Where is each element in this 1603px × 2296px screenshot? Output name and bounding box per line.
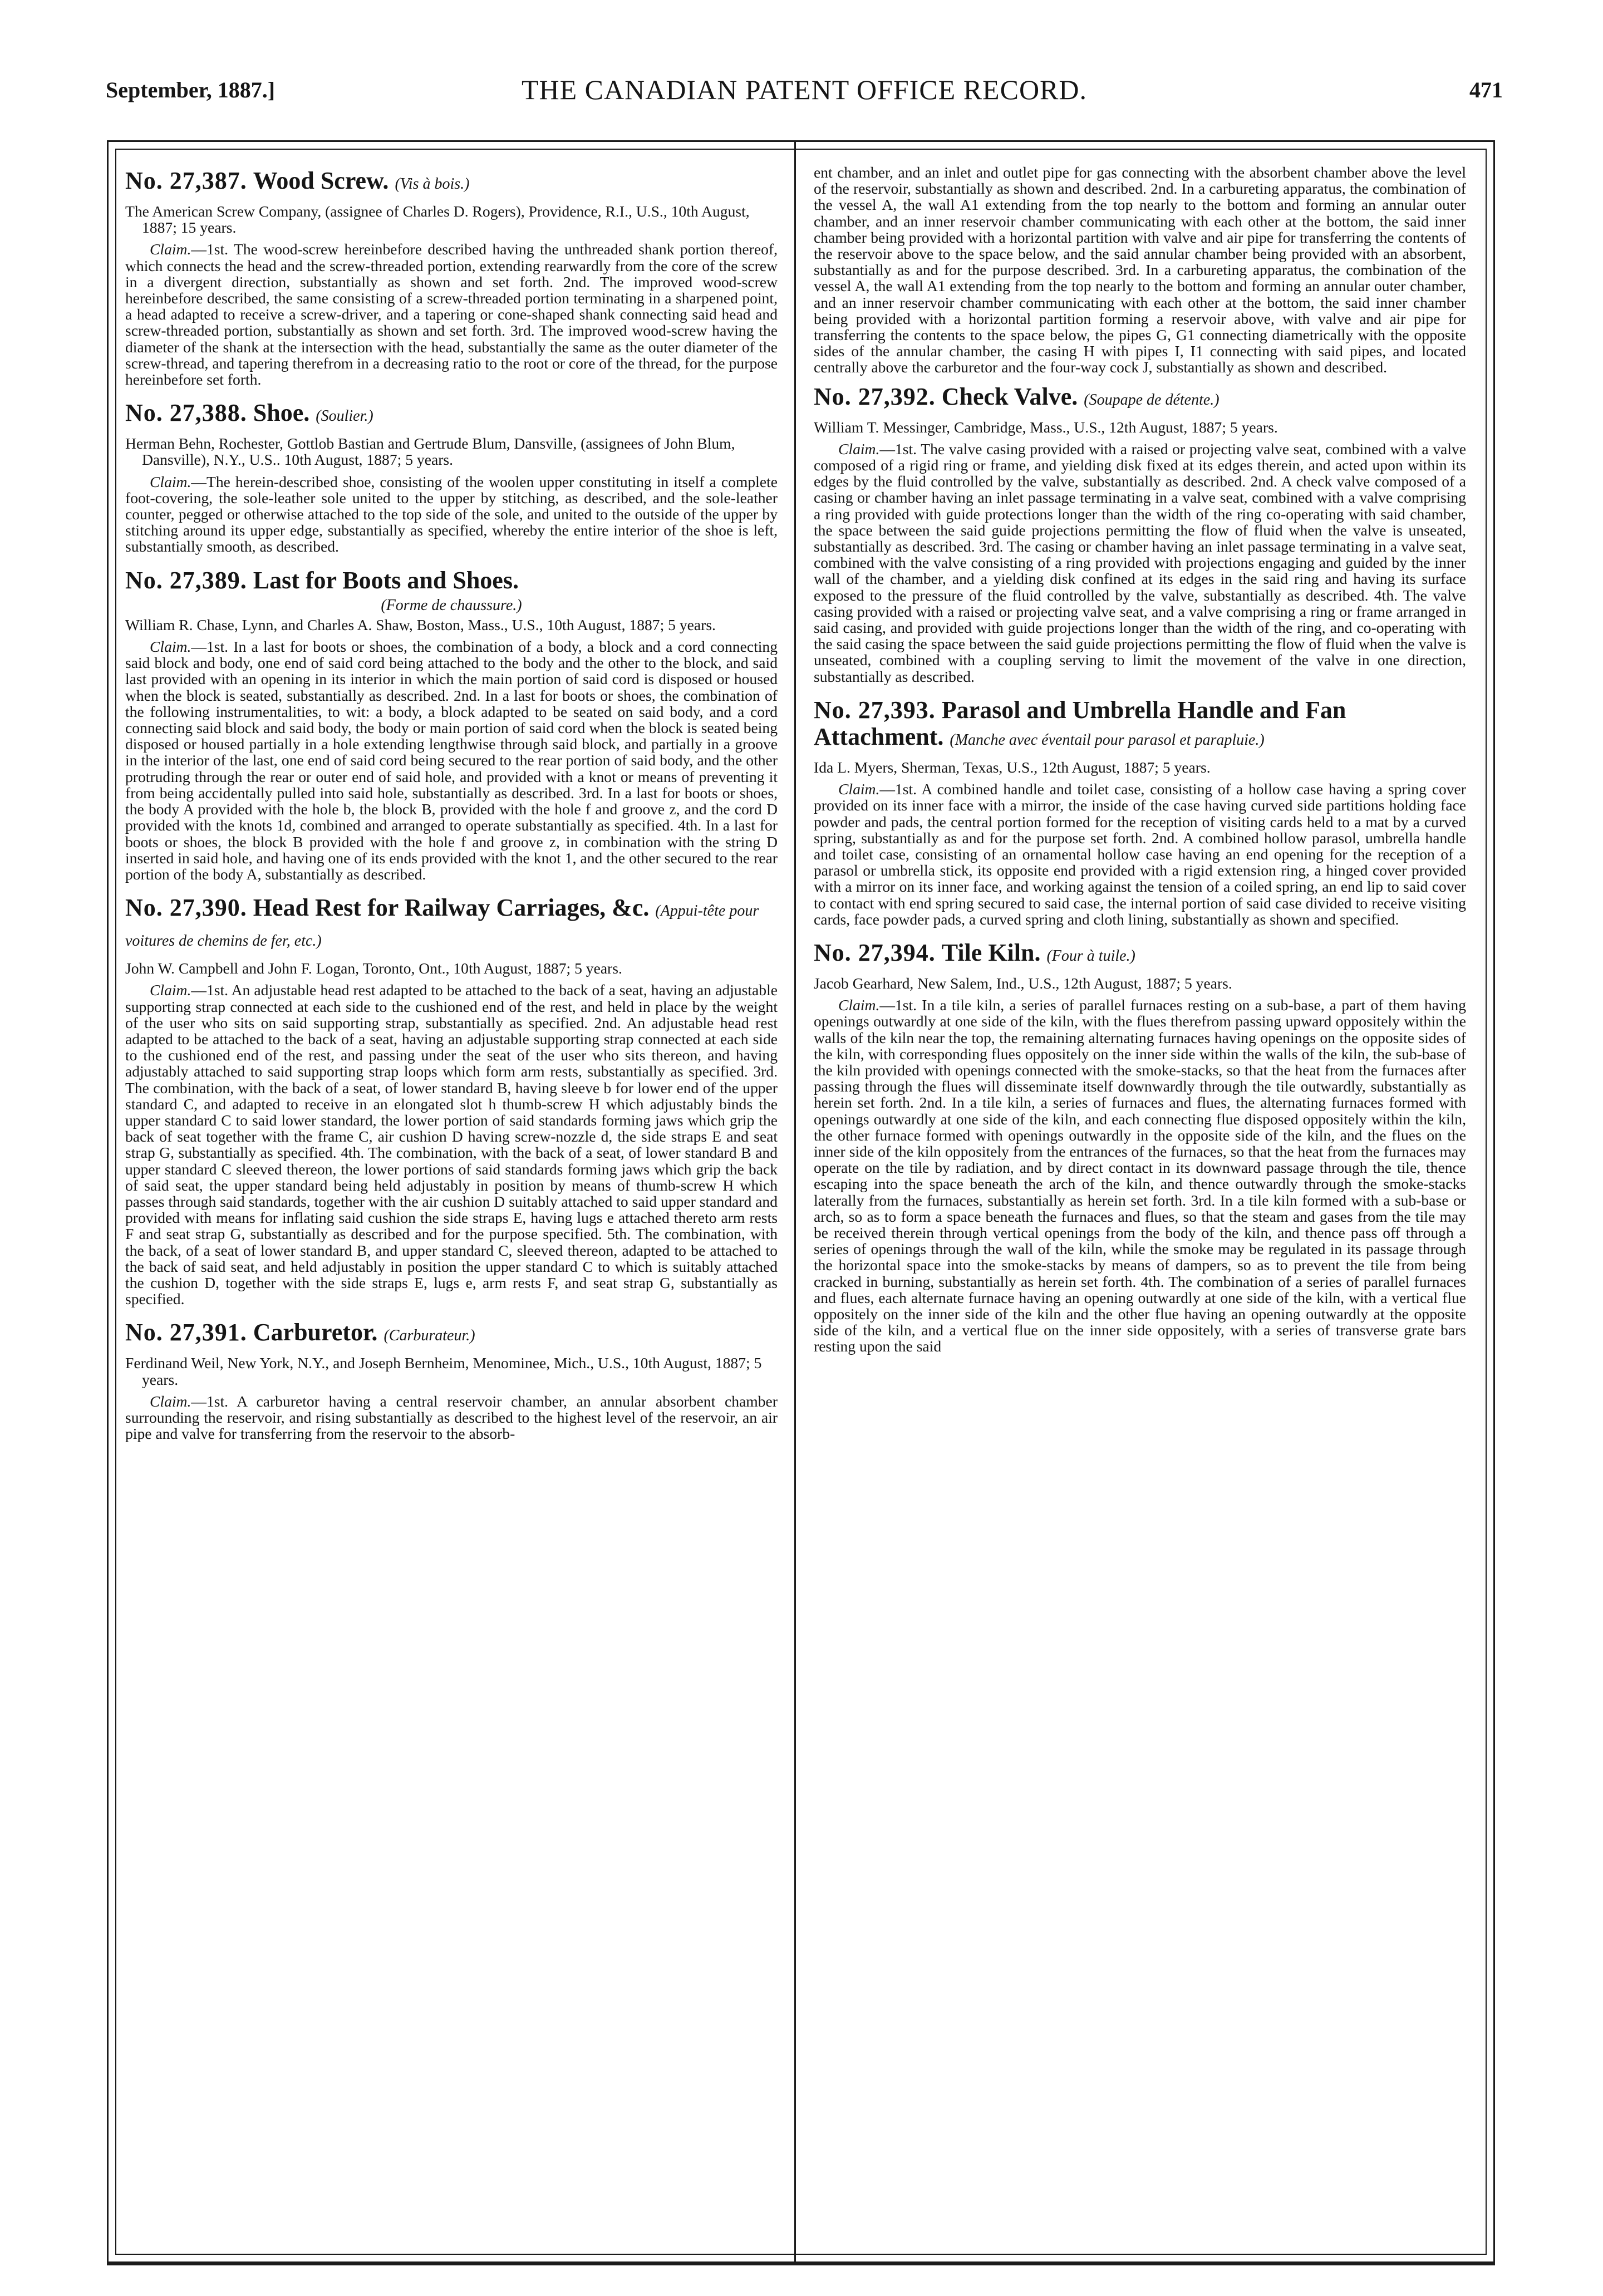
patent-entry xyxy=(814,940,1466,1355)
patent-entry xyxy=(125,400,778,554)
patent-title-french: (Soulier.) xyxy=(316,407,373,425)
claim-label: Claim. xyxy=(150,473,191,490)
content-frame xyxy=(107,140,1495,2263)
claim-label: Claim. xyxy=(150,1392,191,1410)
patent-number: No. 27,392. xyxy=(814,382,936,410)
issue-date: September, 1887.] xyxy=(106,77,276,102)
patent-heading xyxy=(125,1319,778,1349)
continued-claim-text: ent chamber, and an inlet and outlet pipe for gas connecting with the absorbent chamber above the level of the reservoir, substantially as shown and described. 2nd. In a carbureting apparatus, the combination of the vessel A, the wall A1 extending from the top nearly to the bottom and forming an annular outer chamber, and an inner reservoir chamber communicating with each other at the bottom, the said inner chamber being provided with a horizontal partition with valve and air pipe for transferring the contents of the reservoir above to the space below, and the said annular chamber being provided with an absorbent, substantially as and for the purpose described. 3rd. In a carbureting apparatus, the combination of the vessel A, the wall A1 extending from the top nearly to the bottom and forming an annular outer chamber, and an inner reservoir chamber communicating with each other at the bottom, the said inner chamber being provided with a horizontal partition forming a reservoir above, with valve and air pipe for transferring the contents to the space below, the pipes G, G1 connecting diametrically with the opposite sides of the annular chamber, the casing H with pipes I, I1 connecting with said pipes, and located centrally above the carburetor and the four-way cock J, substantially as shown and described. xyxy=(814,164,1466,376)
claim-body: —The herein-described shoe, consisting of the woolen upper constituting in itself a complete foot-covering, the sole-leather sole united to the upper by stitching, as described, and the sole-leather counter, pegged or otherwise attached to the top side of the sole, and united to the outside of the upper by stitching around its upper edge, substantially as specified, whereby the entire interior of the shoe is left, substantially smooth, as described. xyxy=(125,473,778,555)
claim-label: Claim. xyxy=(150,638,191,656)
patentee: William R. Chase, Lynn, and Charles A. Shaw, Boston, Mass., U.S., 10th August, 1887; 5 years. xyxy=(125,616,716,633)
patent-title: Wood Screw. xyxy=(253,167,389,194)
patent-title-french: (Soupape de détente.) xyxy=(1084,391,1220,409)
patent-title-french: (Vis à bois.) xyxy=(395,175,470,193)
page-header xyxy=(106,74,1503,110)
patent-number: No. 27,387. xyxy=(125,167,247,194)
patent-title: Parasol and Umbrella Handle and Fan Attachment. xyxy=(814,696,1346,750)
patent-heading xyxy=(125,168,778,198)
patent-title: Head Rest for Railway Carriages, &c. xyxy=(253,894,650,922)
patent-heading xyxy=(125,567,778,594)
left-column xyxy=(125,164,778,1454)
claim-body: —1st. An adjustable head rest adapted to be attached to the back of a seat, having an adjustable supporting strap connected at each side to the cushioned end of the rest, and held in place by the weight of the user who sits on said supporting strap, substantially as specified. 2nd. An adjustable head rest adapted to be attached to the back of a seat, having an adjustable supporting strap connected at each side to the cushioned end of the rest, and passing under the seat of the user who sits thereon, and having adjustably attached to said supporting strap loops which form arm rests, substantially as specified. 3rd. The combination, with the back of a seat, of lower standard B, having sleeve b for lower end of the upper standard C, and adapted to receive in an elongated slot h thumb-screw H which adjustably binds the upper standard C to said lower standard, the lower portion of said standards forming jaws which grip the back of seat together with the frame C, air cushion D having screw-nozzle d, the side straps E and seat strap G, substantially as specified. 4th. The combination, with the back of a seat, of lower standard B and upper standard C sleeved thereon, the lower portions of said standards forming jaws which grip the back of said seat, the upper standard being held adjustably in position by means of thumb-screw H which passes through said standards, together with the air cushion D suitably attached to said upper standard and provided with means for inflating said cushion the side straps E, having lugs e attached thereto arm rests F and seat strap G, substantially as described and for the purpose specified. 5th. The combination, with the back, of a seat of lower standard B, and upper standard C, sleeved thereon, adapted to be attached to the back of said seat, and held adjustably in position the upper standard C to which is suitably attached the cushion D, together with the side straps E, lugs e, arm rests F, and seat strap G, substantially as specified. xyxy=(125,981,778,1308)
patent-title: Shoe. xyxy=(253,399,310,427)
claim-text xyxy=(125,1393,778,1442)
claim-text xyxy=(125,982,778,1307)
patent-heading xyxy=(814,384,1466,414)
patent-entry xyxy=(125,567,778,882)
patent-heading xyxy=(814,697,1466,754)
patent-heading xyxy=(125,400,778,430)
patent-entry xyxy=(814,697,1466,927)
patentee: Ida L. Myers, Sherman, Texas, U.S., 12th August, 1887; 5 years. xyxy=(814,758,1211,776)
patent-heading xyxy=(814,940,1466,970)
claim-text xyxy=(814,781,1466,927)
patent-title-french: (Manche avec éventail pour parasol et parapluie.) xyxy=(950,731,1265,749)
patent-title: Tile Kiln. xyxy=(941,938,1041,966)
claim-body: —1st. In a tile kiln, a series of parallel furnaces resting on a sub-base, a part of them having openings outwardly at one side of the kiln, with the flues therefrom passing upward oppositely within the walls of the kiln near the top, the remaining alternating furnaces having openings on the opposite sides of the kiln, with corresponding flues oppositely on the inner side within the walls of the kiln, the sub-base of the kiln provided with openings connected with the smoke-stacks, so that the heat from the furnaces after passing through the flues will disseminate itself downwardly through the tile outwardly, substantially as herein set forth. 2nd. In a tile kiln, a series of furnaces and flues, the alternating furnaces formed with openings outwardly at one side of the kiln, and each connecting flue disposed oppositely within the kiln, the other furnace formed with openings outwardly in the opposite side of the kiln, and the flues on the inner side of the kiln oppositely from the entrances of the furnaces, so that the heat from the furnaces may operate on the tile by radiation, and by direct contact in its downward passage through the tile, thence escaping into the space beneath the arch of the kiln, and thence outwardly through the smoke-stacks laterally from the furnaces, substantially as herein set forth. 3rd. In a tile kiln formed with a sub-base or arch, so as to form a space beneath the furnaces and flues, so that the steam and gases from the tile may be received therein through vertical openings from the body of the kiln, and thence pass off through a series of openings through the wall of the kiln, while the smoke may be regulated in its passage through the horizontal space into the smoke-stacks by means of dampers, so as to prevent the tile from being cracked in burning, substantially as herein set forth. 4th. The combination of a series of parallel furnaces and flues, each alternate furnace having an opening outwardly at one side of the kiln, with a vertical flue oppositely on the inner side of the kiln and the other flue having an opening outwardly at the opposite side of the kiln, and a vertical flue on the inner side oppositely, with a series of transverse grate bars resting upon the said xyxy=(814,996,1466,1355)
right-column xyxy=(814,164,1466,1367)
patent-entry xyxy=(814,384,1466,685)
patentee: John W. Campbell and John F. Logan, Toronto, Ont., 10th August, 1887; 5 years. xyxy=(125,960,622,977)
claim-text xyxy=(125,638,778,882)
claim-body: —1st. The valve casing provided with a raised or projecting valve seat, combined with a valve composed of a rigid ring or frame, and yielding disk fixed at its edges therein, and acted upon within its edges by the fluid controlled by the valve, substantially as described. 2nd. A check valve composed of a casing or chamber having an inlet passage terminating in a valve seat, combined with a valve comprising a ring provided with guide protections longer than the width of the ring co-operating with said chamber, the space between the said guide projections permitting the flow of fluid when the valve is unseated, substantially as described. 3rd. The casing or chamber having an inlet passage terminating in a valve seat, combined with the valve consisting of a ring provided with projections engaging and guided by the inner wall of the chamber, and a yielding disk confined at its edges in the said ring and having its surface exposed to the pressure of the fluid controlled by the valve, substantially as described. 4th. The valve casing provided with a raised or projecting valve seat, and a valve comprising a ring or frame arranged in said casing, and provided with guide projections longer than the width of the ring, and co-operating with the said casing the space between the said guide projections permitting the flow of fluid when the valve is unseated, combined with a coupling serving to limit the movement of the valve in one direction, substantially as described. xyxy=(814,440,1466,685)
patent-title-french: (Forme de chaussure.) xyxy=(381,596,522,614)
patent-entry xyxy=(125,168,778,387)
claim-text xyxy=(814,441,1466,685)
claim-text xyxy=(125,474,778,555)
patent-title-french: (Four à tuile.) xyxy=(1046,947,1135,965)
page-number: 471 xyxy=(1469,77,1503,102)
patent-number: No. 27,389. xyxy=(125,566,247,594)
claim-label: Claim. xyxy=(838,780,880,798)
patentee: Jacob Gearhard, New Salem, Ind., U.S., 12th August, 1887; 5 years. xyxy=(814,974,1232,992)
claim-label: Claim. xyxy=(150,981,191,999)
patent-heading xyxy=(125,894,778,955)
patentee: The American Screw Company, (assignee of Charles D. Rogers), Providence, R.I., U.S., 10th August, 1887; 15 years. xyxy=(125,203,750,237)
claim-label: Claim. xyxy=(150,240,191,258)
patent-number: No. 27,390. xyxy=(125,894,247,922)
patent-number: No. 27,394. xyxy=(814,938,936,966)
claim-text xyxy=(814,997,1466,1354)
patent-title-french: (Appui-tête pour voitures de chemins de fer, etc.) xyxy=(125,902,759,950)
patent-entry xyxy=(125,1319,778,1442)
patent-number: No. 27,393. xyxy=(814,696,936,724)
patentee: Herman Behn, Rochester, Gottlob Bastian and Gertrude Blum, Dansville, (assignees of John Blum, Dansville), N.Y., U.S.. 10th August, 1887; 5 years. xyxy=(125,435,735,469)
claim-body: —1st. In a last for boots or shoes, the combination of a body, a block and a cord connecting said block and body, one end of said cord being attached to the body and the other to the block, and said last provided with an opening in its interior in which the main portion of said cord is disposed or housed when the block is seated, substantially as described. 2nd. In a last for boots or shoes, the combination of the following instrumentalities, to wit: a body, a block adapted to be seated on said body, and a cord connecting said block and said body, the body or main portion of said cord when the block is seated being disposed or housed partially in a hole extending lengthwise through said block, and partially in a groove in the interior of the last, one end of said cord being secured to the rear portion of said body, and the other protruding through the rear or outer end of said hole, and provided with a knot or means of preventing it from being accidentally pulled into said hole, substantially as described. 3rd. In a last for boots or shoes, the body A provided with the hole b, the block B, provided with the hole f and groove z, and the cord D provided with the knots 1d, combined and arranged to operate substantially as specified. 4th. In a last for boots or shoes, the block B provided with the hole f and groove z, in combination with the string D inserted in said hole, and having one of its ends provided with the knot 1, and the other secured to the rear portion of the body A, substantially as described. xyxy=(125,638,778,883)
patentee: William T. Messinger, Cambridge, Mass., U.S., 12th August, 1887; 5 years. xyxy=(814,418,1278,436)
patent-title: Last for Boots and Shoes. xyxy=(253,566,519,594)
column-divider xyxy=(794,142,796,2261)
patent-number: No. 27,388. xyxy=(125,399,247,427)
patentee: Ferdinand Weil, New York, N.Y., and Joseph Bernheim, Menominee, Mich., U.S., 10th August, 1887; 5 years. xyxy=(125,1354,762,1388)
bottom-rule xyxy=(107,2263,1495,2265)
journal-title: THE CANADIAN PATENT OFFICE RECORD. xyxy=(521,74,1088,105)
patent-entry xyxy=(125,894,778,1307)
claim-body: —1st. The wood-screw hereinbefore described having the unthreaded shank portion thereof, which connects the head and the screw-threaded portion, extending rearwardly from the core of the screw in a divergent direction, substantially as shown and set forth. 2nd. The improved wood-screw hereinbefore described, the same consisting of a screw-threaded portion terminating in a sharpened point, a head adapted to receive a screw-driver, and a tapering or cone-shaped shank connecting said head and screw-threaded portion, substantially as shown and set forth. 3rd. The improved wood-screw having the diameter of the shank at the intersection with the head, substantially the same as the outer diameter of the screw-thread, and tapering therefrom in a decreasing ratio to the root or core of the thread, for the purpose hereinbefore set forth. xyxy=(125,240,778,389)
patent-title: Check Valve. xyxy=(941,382,1078,410)
claim-label: Claim. xyxy=(838,440,880,458)
claim-body: —1st. A combined handle and toilet case, consisting of a hollow case having a spring cover provided on its inner face with a mirror, the inside of the case having curved side partitions holding face powder and pads, the central portion formed for the reception of visiting cards held to a mat by a curved spring, substantially as and for the purpose set forth. 2nd. A combined hollow parasol, umbrella handle and toilet case, consisting of an ornamental hollow case having an end opening for the reception of a parasol or umbrella stick, its opposite end provided with a rigid extension ring, a hinged cover provided with a mirror on its inner face, and working against the tension of a coiled spring, an end lip to said cover to contact with end spring secured to said case, the internal portion of said case divided to receive visiting cards, face powder pads, a curved spring and cloth lining, substantially as shown and specified. xyxy=(814,780,1466,928)
claim-label: Claim. xyxy=(838,996,880,1014)
claim-text xyxy=(125,241,778,387)
claim-body: —1st. A carburetor having a central reservoir chamber, an annular absorbent chamber surrounding the reservoir, and rising substantially as described to the highest level of the reservoir, an air pipe and valve for transferring from the reservoir to the absorb- xyxy=(125,1392,778,1443)
patent-title-french: (Carburateur.) xyxy=(383,1327,475,1345)
patent-number: No. 27,391. xyxy=(125,1319,247,1346)
patent-title: Carburetor. xyxy=(253,1319,378,1346)
